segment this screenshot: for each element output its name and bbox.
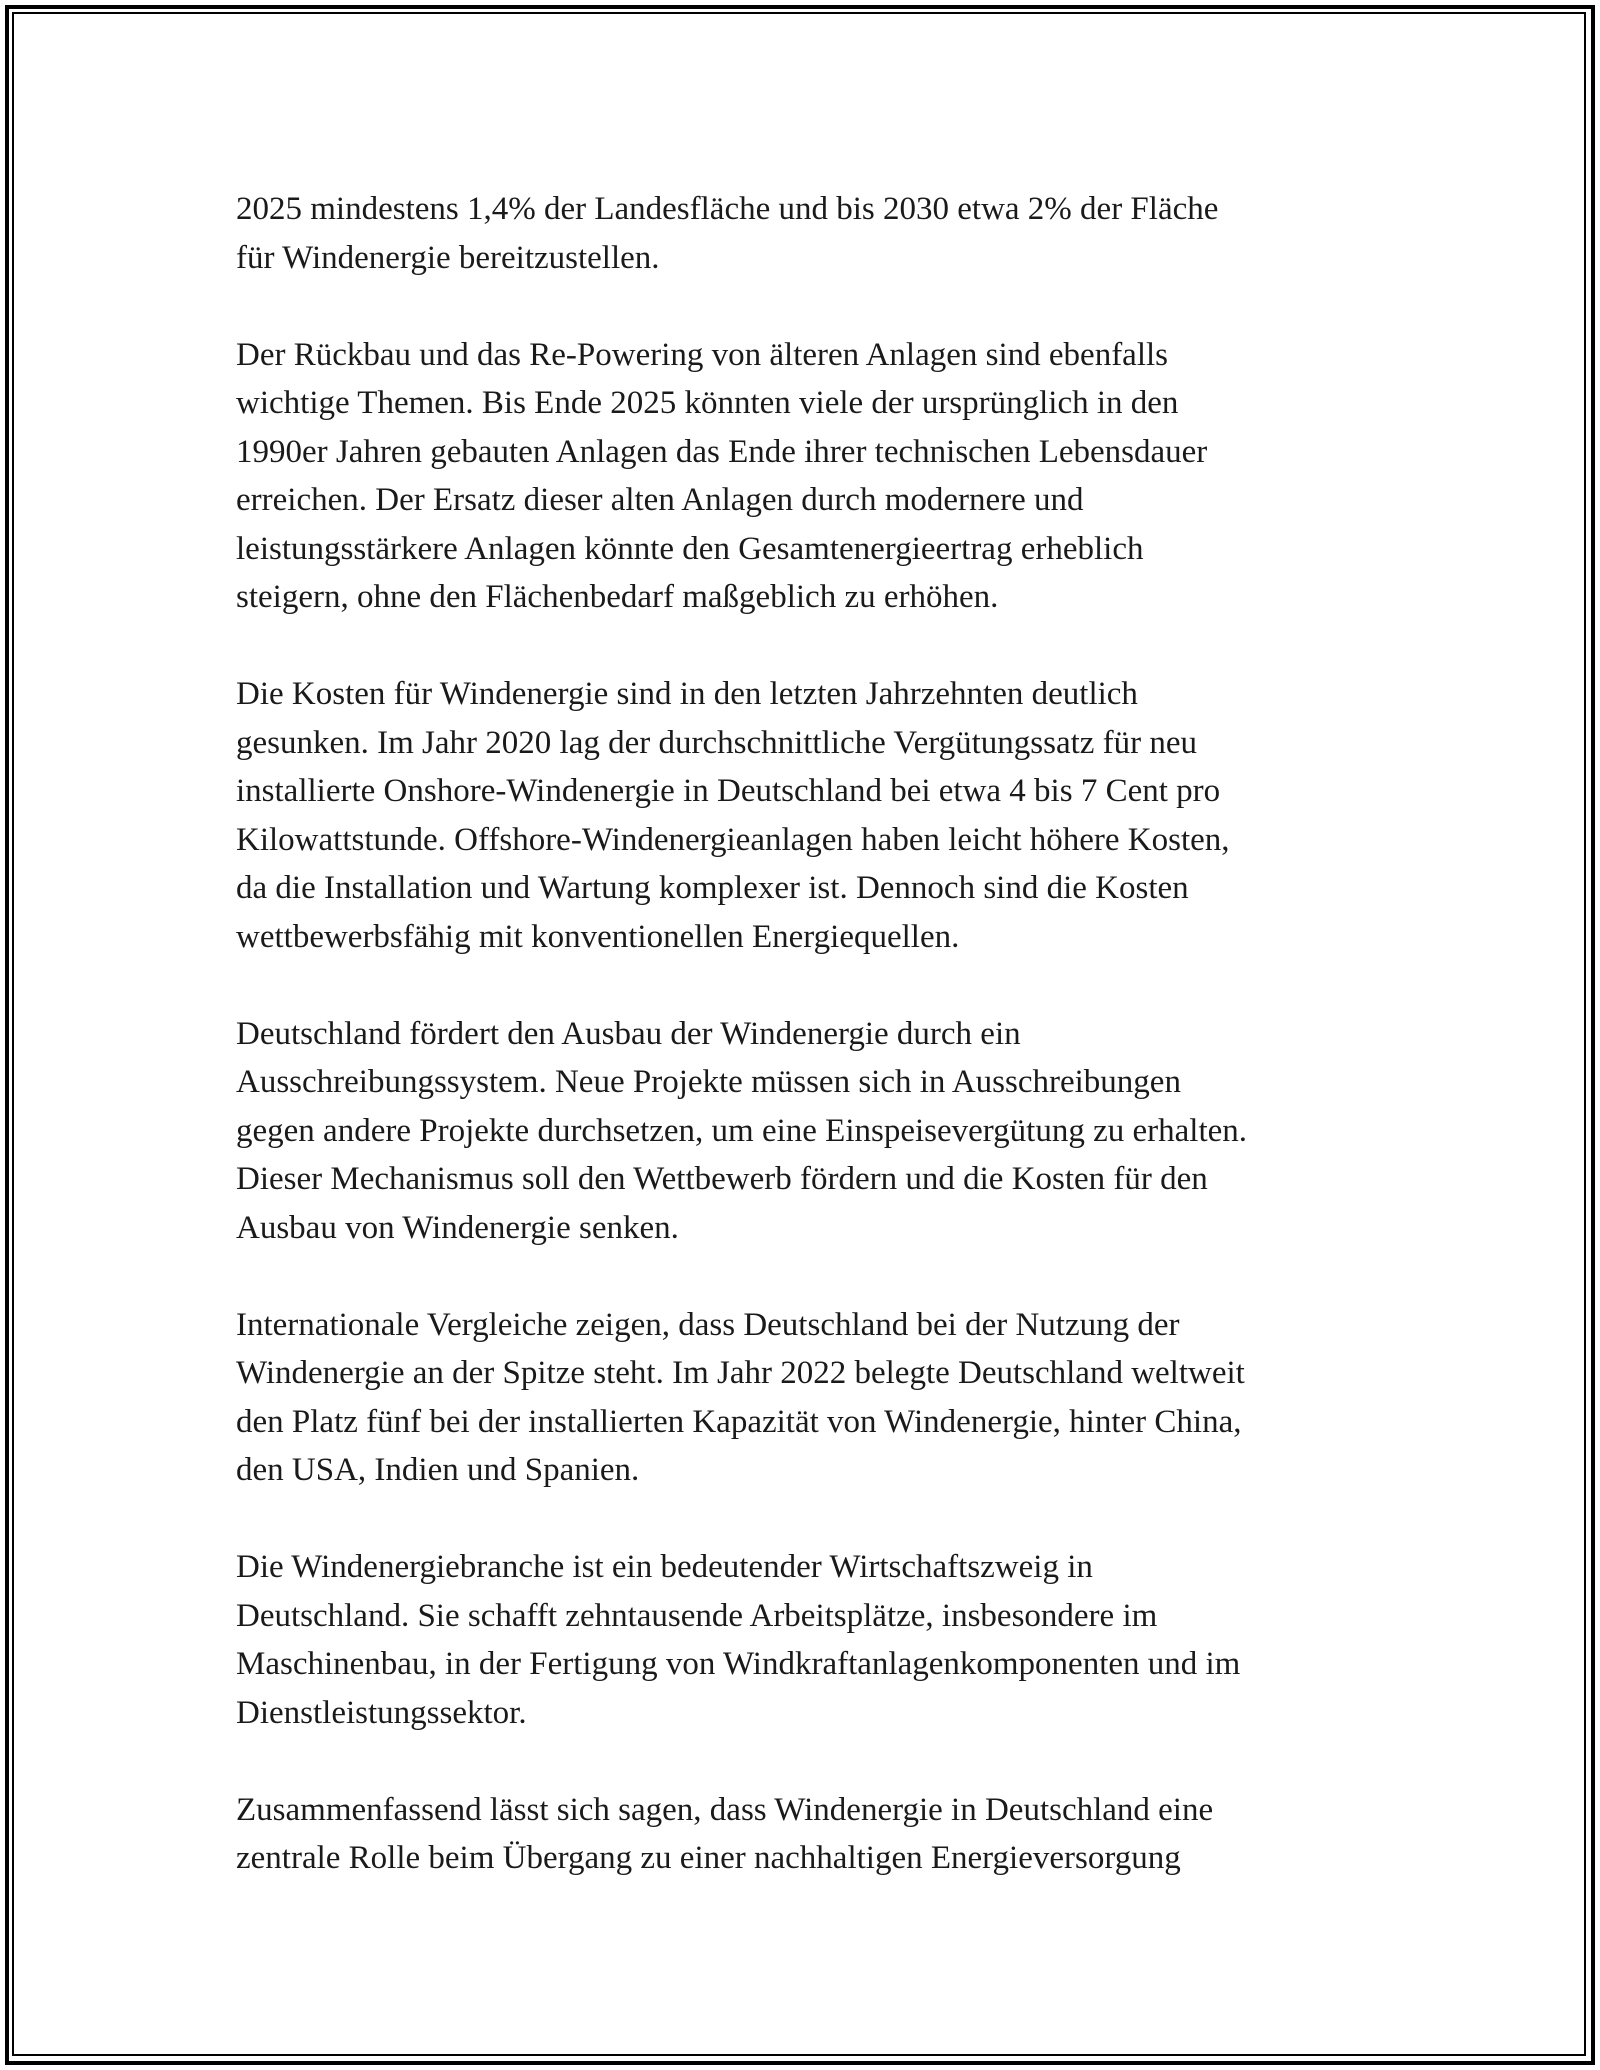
text-line: Deutschland. Sie schafft zehntausende Arbeitsplätze, insbesondere im	[236, 1597, 1158, 1634]
paragraph-4	[236, 1010, 1386, 1253]
text-line: Die Windenergiebranche ist ein bedeutender Wirtschaftszweig in	[236, 1549, 1093, 1585]
text-line: für Windenergie bereitzustellen.	[236, 239, 660, 276]
text-line: gesunken. Im Jahr 2020 lag der durchschnittliche Vergütungssatz für neu	[236, 724, 1198, 761]
text-line: installierte Onshore-Windenergie in Deutschland bei etwa 4 bis 7 Cent pro	[236, 773, 1221, 809]
text-line: da die Installation und Wartung komplexer ist. Dennoch sind die Kosten	[236, 870, 1189, 906]
text-line: erreichen. Der Ersatz dieser alten Anlagen durch modernere und	[236, 482, 1084, 518]
text-line: Zusammenfassend lässt sich sagen, dass Windenergie in Deutschland eine	[236, 1791, 1214, 1828]
text-line: Die Kosten für Windenergie sind in den letzten Jahrzehnten deutlich	[236, 676, 1138, 712]
text-line: leistungsstärkere Anlagen könnte den Gesamtenergieertrag erheblich	[236, 530, 1144, 567]
text-line: Windenergie an der Spitze steht. Im Jahr 2022 belegte Deutschland weltweit	[236, 1355, 1245, 1391]
text-line: Deutschland fördert den Ausbau der Windenergie durch ein	[236, 1015, 1021, 1052]
document-body	[236, 185, 1386, 1931]
text-line: 2025 mindestens 1,4% der Landesfläche und bis 2030 etwa 2% der Fläche	[236, 191, 1219, 227]
text-line: wettbewerbsfähig mit konventionellen Energiequellen.	[236, 918, 960, 955]
paragraph-7	[236, 1786, 1386, 1883]
text-line: Maschinenbau, in der Fertigung von Windkraftanlagenkomponenten und im	[236, 1646, 1241, 1682]
text-line: Ausbau von Windenergie senken.	[236, 1209, 679, 1246]
text-line: Der Rückbau und das Re-Powering von älteren Anlagen sind ebenfalls	[236, 336, 1169, 373]
text-line: den Platz fünf bei der installierten Kapazität von Windenergie, hinter China,	[236, 1403, 1242, 1440]
text-line: Dienstleistungssektor.	[236, 1694, 527, 1731]
paragraph-3	[236, 670, 1386, 961]
paragraph-1	[236, 185, 1386, 282]
paragraph-2	[236, 331, 1386, 622]
text-line: Internationale Vergleiche zeigen, dass Deutschland bei der Nutzung der	[236, 1306, 1180, 1343]
text-line: Ausschreibungssystem. Neue Projekte müssen sich in Ausschreibungen	[236, 1064, 1181, 1100]
text-line: Dieser Mechanismus soll den Wettbewerb fördern und die Kosten für den	[236, 1161, 1208, 1197]
text-line: gegen andere Projekte durchsetzen, um eine Einspeisevergütung zu erhalten.	[236, 1112, 1248, 1149]
text-line: wichtige Themen. Bis Ende 2025 könnten viele der ursprünglich in den	[236, 385, 1179, 421]
text-line: den USA, Indien und Spanien.	[236, 1452, 640, 1488]
text-line: 1990er Jahren gebauten Anlagen das Ende ihrer technischen Lebensdauer	[236, 433, 1208, 470]
text-line: Kilowattstunde. Offshore-Windenergieanlagen haben leicht höhere Kosten,	[236, 821, 1230, 858]
paragraph-6	[236, 1543, 1386, 1737]
paragraph-5	[236, 1301, 1386, 1495]
text-line: steigern, ohne den Flächenbedarf maßgeblich zu erhöhen.	[236, 579, 999, 615]
text-line: zentrale Rolle beim Übergang zu einer nachhaltigen Energieversorgung	[236, 1840, 1181, 1876]
